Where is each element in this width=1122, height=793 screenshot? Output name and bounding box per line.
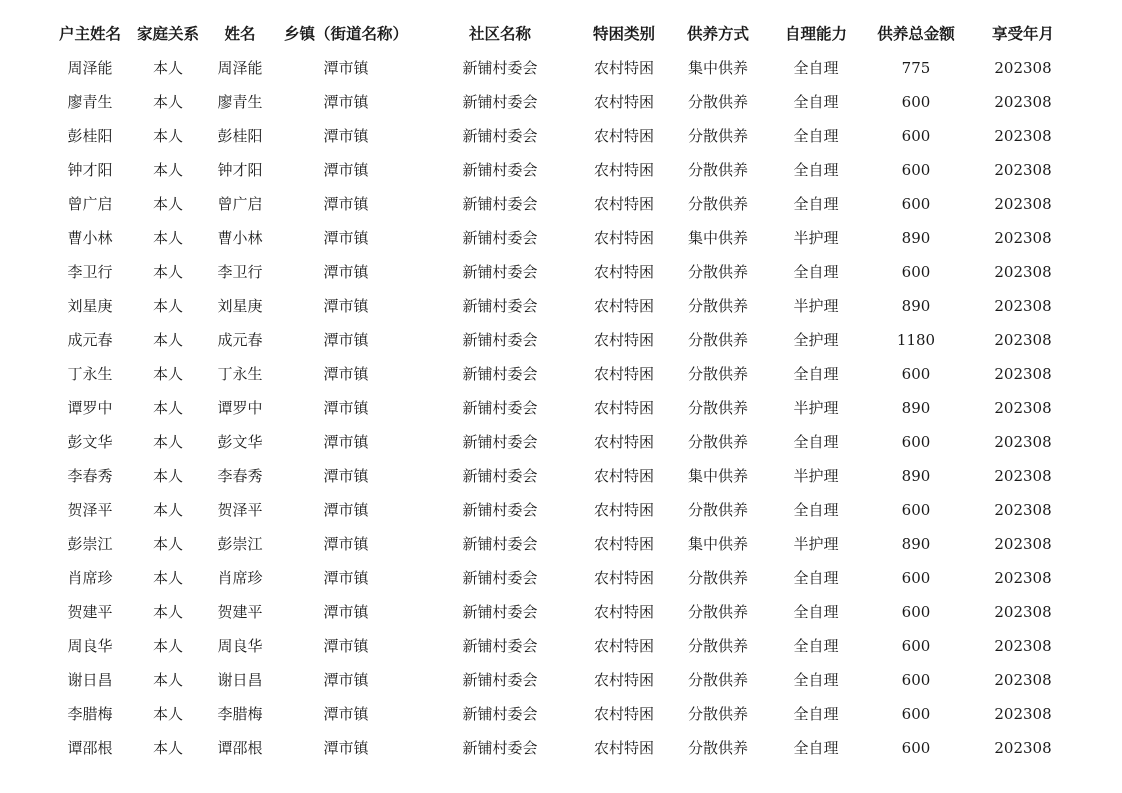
cell-name: 谭罗中 xyxy=(217,399,263,417)
table-row xyxy=(0,629,1122,663)
cell-name: 贺泽平 xyxy=(217,501,263,519)
cell-self-care: 全自理 xyxy=(793,195,839,213)
cell-name: 彭文华 xyxy=(217,433,263,451)
cell-support-mode: 集中供养 xyxy=(687,59,748,77)
cell-household-head: 彭桂阳 xyxy=(67,127,113,145)
cell-relation: 本人 xyxy=(152,637,183,655)
cell-name: 李腊梅 xyxy=(217,705,263,723)
cell-support-mode: 分散供养 xyxy=(687,671,748,689)
cell-support-mode: 分散供养 xyxy=(687,195,748,213)
cell-relation: 本人 xyxy=(152,739,183,757)
cell-relation: 本人 xyxy=(152,127,183,145)
cell-month: 202308 xyxy=(994,59,1052,77)
cell-self-care: 半护理 xyxy=(793,229,839,247)
cell-name: 曾广启 xyxy=(217,195,263,213)
cell-household-head: 周良华 xyxy=(67,637,113,655)
cell-name: 李卫行 xyxy=(217,263,263,281)
cell-town: 潭市镇 xyxy=(323,93,369,111)
cell-name: 谭邵根 xyxy=(217,739,263,757)
cell-relation: 本人 xyxy=(152,161,183,179)
cell-relation: 本人 xyxy=(152,263,183,281)
cell-self-care: 全护理 xyxy=(793,331,839,349)
cell-name: 廖青生 xyxy=(217,93,263,111)
cell-self-care: 半护理 xyxy=(793,399,839,417)
cell-town: 潭市镇 xyxy=(323,331,369,349)
cell-month: 202308 xyxy=(994,263,1052,281)
cell-relation: 本人 xyxy=(152,671,183,689)
cell-category: 农村特困 xyxy=(593,433,654,451)
header-community: 社区名称 xyxy=(468,25,531,43)
cell-month: 202308 xyxy=(994,535,1052,553)
cell-support-mode: 分散供养 xyxy=(687,637,748,655)
table-row xyxy=(0,391,1122,425)
cell-support-mode: 集中供养 xyxy=(687,467,748,485)
cell-amount: 600 xyxy=(901,671,931,689)
table-row xyxy=(0,595,1122,629)
cell-support-mode: 分散供养 xyxy=(687,331,748,349)
cell-self-care: 全自理 xyxy=(793,501,839,519)
cell-support-mode: 分散供养 xyxy=(687,739,748,757)
cell-relation: 本人 xyxy=(152,603,183,621)
cell-town: 潭市镇 xyxy=(323,365,369,383)
cell-town: 潭市镇 xyxy=(323,399,369,417)
table-row xyxy=(0,221,1122,255)
cell-self-care: 全自理 xyxy=(793,705,839,723)
table-row xyxy=(0,357,1122,391)
cell-amount: 600 xyxy=(901,705,931,723)
cell-community: 新铺村委会 xyxy=(462,263,538,281)
cell-month: 202308 xyxy=(994,637,1052,655)
cell-support-mode: 集中供养 xyxy=(687,229,748,247)
cell-relation: 本人 xyxy=(152,705,183,723)
cell-category: 农村特困 xyxy=(593,365,654,383)
cell-month: 202308 xyxy=(994,161,1052,179)
cell-name: 刘星庚 xyxy=(217,297,263,315)
cell-town: 潭市镇 xyxy=(323,637,369,655)
table-row xyxy=(0,493,1122,527)
cell-community: 新铺村委会 xyxy=(462,195,538,213)
cell-relation: 本人 xyxy=(152,59,183,77)
cell-town: 潭市镇 xyxy=(323,195,369,213)
header-household-head: 户主姓名 xyxy=(58,25,121,43)
header-relation: 家庭关系 xyxy=(136,25,199,43)
table-row xyxy=(0,85,1122,119)
cell-self-care: 全自理 xyxy=(793,739,839,757)
cell-relation: 本人 xyxy=(152,569,183,587)
cell-relation: 本人 xyxy=(152,467,183,485)
cell-name: 钟才阳 xyxy=(217,161,263,179)
cell-household-head: 肖席珍 xyxy=(67,569,113,587)
cell-name: 彭崇江 xyxy=(217,535,263,553)
cell-community: 新铺村委会 xyxy=(462,637,538,655)
cell-community: 新铺村委会 xyxy=(462,93,538,111)
cell-town: 潭市镇 xyxy=(323,535,369,553)
cell-self-care: 全自理 xyxy=(793,93,839,111)
header-self-care: 自理能力 xyxy=(784,25,847,43)
cell-amount: 600 xyxy=(901,127,931,145)
cell-support-mode: 集中供养 xyxy=(687,535,748,553)
cell-month: 202308 xyxy=(994,671,1052,689)
table-row xyxy=(0,187,1122,221)
cell-support-mode: 分散供养 xyxy=(687,93,748,111)
cell-name: 周泽能 xyxy=(217,59,263,77)
cell-amount: 600 xyxy=(901,93,931,111)
cell-community: 新铺村委会 xyxy=(462,467,538,485)
table-row xyxy=(0,323,1122,357)
cell-household-head: 钟才阳 xyxy=(67,161,113,179)
cell-community: 新铺村委会 xyxy=(462,127,538,145)
cell-support-mode: 分散供养 xyxy=(687,161,748,179)
cell-household-head: 廖青生 xyxy=(67,93,113,111)
cell-amount: 600 xyxy=(901,195,931,213)
cell-self-care: 全自理 xyxy=(793,433,839,451)
cell-category: 农村特困 xyxy=(593,331,654,349)
cell-amount: 600 xyxy=(901,263,931,281)
cell-month: 202308 xyxy=(994,467,1052,485)
cell-self-care: 全自理 xyxy=(793,161,839,179)
cell-household-head: 丁永生 xyxy=(67,365,113,383)
cell-amount: 600 xyxy=(901,569,931,587)
cell-household-head: 谭邵根 xyxy=(67,739,113,757)
cell-amount: 600 xyxy=(901,603,931,621)
cell-month: 202308 xyxy=(994,365,1052,383)
cell-household-head: 曹小林 xyxy=(67,229,113,247)
cell-amount: 600 xyxy=(901,433,931,451)
cell-community: 新铺村委会 xyxy=(462,59,538,77)
cell-support-mode: 分散供养 xyxy=(687,263,748,281)
cell-support-mode: 分散供养 xyxy=(687,433,748,451)
cell-relation: 本人 xyxy=(152,433,183,451)
cell-month: 202308 xyxy=(994,331,1052,349)
cell-amount: 890 xyxy=(901,535,931,553)
cell-household-head: 周泽能 xyxy=(67,59,113,77)
cell-category: 农村特困 xyxy=(593,739,654,757)
cell-month: 202308 xyxy=(994,739,1052,757)
cell-name: 谢日昌 xyxy=(217,671,263,689)
cell-community: 新铺村委会 xyxy=(462,705,538,723)
table-row xyxy=(0,459,1122,493)
cell-community: 新铺村委会 xyxy=(462,569,538,587)
cell-household-head: 谢日昌 xyxy=(67,671,113,689)
cell-self-care: 全自理 xyxy=(793,603,839,621)
cell-month: 202308 xyxy=(994,569,1052,587)
cell-household-head: 贺建平 xyxy=(67,603,113,621)
cell-household-head: 李卫行 xyxy=(67,263,113,281)
cell-town: 潭市镇 xyxy=(323,433,369,451)
cell-town: 潭市镇 xyxy=(323,705,369,723)
cell-community: 新铺村委会 xyxy=(462,739,538,757)
cell-month: 202308 xyxy=(994,399,1052,417)
cell-relation: 本人 xyxy=(152,399,183,417)
cell-category: 农村特困 xyxy=(593,501,654,519)
cell-month: 202308 xyxy=(994,705,1052,723)
table-row xyxy=(0,663,1122,697)
cell-town: 潭市镇 xyxy=(323,501,369,519)
cell-month: 202308 xyxy=(994,93,1052,111)
header-support-mode: 供养方式 xyxy=(686,25,749,43)
cell-relation: 本人 xyxy=(152,501,183,519)
cell-month: 202308 xyxy=(994,501,1052,519)
cell-self-care: 全自理 xyxy=(793,59,839,77)
cell-self-care: 全自理 xyxy=(793,569,839,587)
cell-self-care: 全自理 xyxy=(793,365,839,383)
table-row xyxy=(0,255,1122,289)
cell-town: 潭市镇 xyxy=(323,127,369,145)
cell-community: 新铺村委会 xyxy=(462,331,538,349)
cell-household-head: 李春秀 xyxy=(67,467,113,485)
cell-town: 潭市镇 xyxy=(323,263,369,281)
table-row xyxy=(0,527,1122,561)
cell-relation: 本人 xyxy=(152,297,183,315)
cell-amount: 1180 xyxy=(896,331,936,349)
cell-amount: 890 xyxy=(901,297,931,315)
cell-relation: 本人 xyxy=(152,195,183,213)
cell-town: 潭市镇 xyxy=(323,739,369,757)
cell-support-mode: 分散供养 xyxy=(687,569,748,587)
cell-community: 新铺村委会 xyxy=(462,161,538,179)
cell-community: 新铺村委会 xyxy=(462,535,538,553)
cell-town: 潭市镇 xyxy=(323,59,369,77)
cell-category: 农村特困 xyxy=(593,161,654,179)
cell-community: 新铺村委会 xyxy=(462,365,538,383)
cell-name: 曹小林 xyxy=(217,229,263,247)
cell-town: 潭市镇 xyxy=(323,229,369,247)
cell-month: 202308 xyxy=(994,433,1052,451)
table-row xyxy=(0,425,1122,459)
cell-relation: 本人 xyxy=(152,229,183,247)
cell-town: 潭市镇 xyxy=(323,467,369,485)
cell-amount: 600 xyxy=(901,637,931,655)
cell-household-head: 贺泽平 xyxy=(67,501,113,519)
cell-month: 202308 xyxy=(994,195,1052,213)
cell-relation: 本人 xyxy=(152,331,183,349)
cell-month: 202308 xyxy=(994,603,1052,621)
cell-relation: 本人 xyxy=(152,535,183,553)
cell-category: 农村特困 xyxy=(593,195,654,213)
cell-self-care: 半护理 xyxy=(793,297,839,315)
cell-community: 新铺村委会 xyxy=(462,399,538,417)
cell-community: 新铺村委会 xyxy=(462,229,538,247)
cell-category: 农村特困 xyxy=(593,637,654,655)
cell-self-care: 半护理 xyxy=(793,467,839,485)
cell-name: 成元春 xyxy=(217,331,263,349)
cell-support-mode: 分散供养 xyxy=(687,399,748,417)
cell-household-head: 彭崇江 xyxy=(67,535,113,553)
cell-self-care: 全自理 xyxy=(793,637,839,655)
table-header-row xyxy=(0,17,1122,51)
cell-amount: 600 xyxy=(901,161,931,179)
cell-community: 新铺村委会 xyxy=(462,603,538,621)
cell-community: 新铺村委会 xyxy=(462,297,538,315)
cell-support-mode: 分散供养 xyxy=(687,501,748,519)
cell-town: 潭市镇 xyxy=(323,161,369,179)
cell-amount: 890 xyxy=(901,467,931,485)
cell-household-head: 刘星庚 xyxy=(67,297,113,315)
cell-month: 202308 xyxy=(994,229,1052,247)
cell-town: 潭市镇 xyxy=(323,671,369,689)
cell-household-head: 谭罗中 xyxy=(67,399,113,417)
cell-category: 农村特困 xyxy=(593,93,654,111)
cell-category: 农村特困 xyxy=(593,263,654,281)
cell-relation: 本人 xyxy=(152,93,183,111)
header-town: 乡镇（街道名称） xyxy=(283,25,408,43)
cell-name: 李春秀 xyxy=(217,467,263,485)
cell-self-care: 全自理 xyxy=(793,263,839,281)
header-name: 姓名 xyxy=(224,25,256,43)
cell-name: 肖席珍 xyxy=(217,569,263,587)
cell-community: 新铺村委会 xyxy=(462,501,538,519)
cell-household-head: 李腊梅 xyxy=(67,705,113,723)
cell-support-mode: 分散供养 xyxy=(687,705,748,723)
cell-category: 农村特困 xyxy=(593,399,654,417)
cell-name: 彭桂阳 xyxy=(217,127,263,145)
table-row xyxy=(0,731,1122,765)
cell-category: 农村特困 xyxy=(593,127,654,145)
cell-month: 202308 xyxy=(994,297,1052,315)
cell-relation: 本人 xyxy=(152,365,183,383)
cell-name: 贺建平 xyxy=(217,603,263,621)
cell-town: 潭市镇 xyxy=(323,569,369,587)
cell-support-mode: 分散供养 xyxy=(687,297,748,315)
cell-amount: 600 xyxy=(901,739,931,757)
cell-household-head: 曾广启 xyxy=(67,195,113,213)
table-row xyxy=(0,289,1122,323)
cell-support-mode: 分散供养 xyxy=(687,127,748,145)
cell-town: 潭市镇 xyxy=(323,603,369,621)
cell-name: 周良华 xyxy=(217,637,263,655)
table-row xyxy=(0,561,1122,595)
cell-amount: 775 xyxy=(901,59,931,77)
cell-household-head: 彭文华 xyxy=(67,433,113,451)
cell-town: 潭市镇 xyxy=(323,297,369,315)
table-row xyxy=(0,153,1122,187)
cell-category: 农村特困 xyxy=(593,705,654,723)
cell-category: 农村特困 xyxy=(593,467,654,485)
cell-amount: 890 xyxy=(901,399,931,417)
cell-name: 丁永生 xyxy=(217,365,263,383)
cell-category: 农村特困 xyxy=(593,603,654,621)
table-row xyxy=(0,51,1122,85)
cell-month: 202308 xyxy=(994,127,1052,145)
header-category: 特困类别 xyxy=(592,25,655,43)
cell-category: 农村特困 xyxy=(593,569,654,587)
cell-amount: 600 xyxy=(901,365,931,383)
cell-category: 农村特困 xyxy=(593,671,654,689)
cell-support-mode: 分散供养 xyxy=(687,365,748,383)
table-row xyxy=(0,697,1122,731)
cell-category: 农村特困 xyxy=(593,59,654,77)
cell-amount: 600 xyxy=(901,501,931,519)
cell-self-care: 半护理 xyxy=(793,535,839,553)
cell-self-care: 全自理 xyxy=(793,127,839,145)
cell-amount: 890 xyxy=(901,229,931,247)
cell-community: 新铺村委会 xyxy=(462,433,538,451)
cell-support-mode: 分散供养 xyxy=(687,603,748,621)
cell-category: 农村特困 xyxy=(593,297,654,315)
cell-household-head: 成元春 xyxy=(67,331,113,349)
cell-community: 新铺村委会 xyxy=(462,671,538,689)
header-amount: 供养总金额 xyxy=(877,25,955,43)
cell-self-care: 全自理 xyxy=(793,671,839,689)
cell-category: 农村特困 xyxy=(593,535,654,553)
header-month: 享受年月 xyxy=(991,25,1054,43)
cell-category: 农村特困 xyxy=(593,229,654,247)
table-row xyxy=(0,119,1122,153)
